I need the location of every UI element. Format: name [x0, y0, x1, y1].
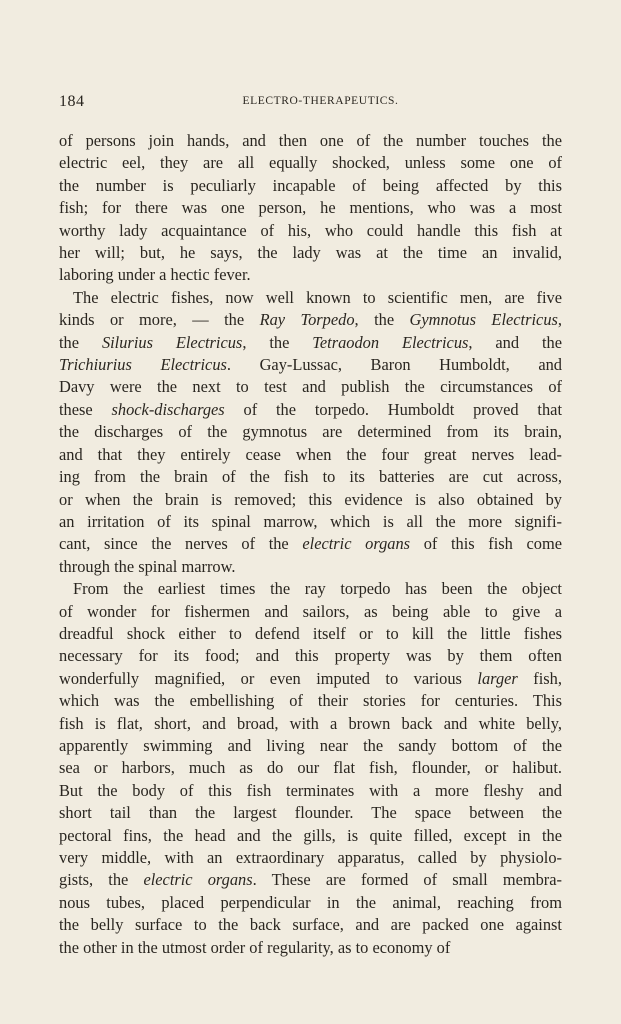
text-line [59, 690, 562, 712]
text-run: of persons join hands, and then one of the number touches the [59, 131, 562, 150]
text-run: the other in the utmost order of regularity, as to economy of [59, 937, 451, 957]
italic-term: electric organs [143, 870, 253, 890]
text-run: necessary for its food; and this property was by them often [59, 646, 562, 666]
text-run: the discharges of the gymnotus are determined from its brain, [59, 422, 562, 442]
italic-term: larger [477, 668, 518, 688]
text-line [59, 825, 562, 847]
text-line [59, 287, 562, 309]
body-text [59, 130, 562, 959]
text-run: which was the embellishing of their stories for centuries. This [59, 691, 562, 711]
page-number: 184 [59, 93, 85, 110]
text-run: the belly surface to the back surface, and are packed one against [59, 915, 562, 935]
text-run: Davy were the next to test and publish the circumstances of [59, 377, 562, 397]
text-run: of the torpedo. Humboldt proved that [224, 399, 562, 419]
text-run: apparently swimming and living near the sandy bottom of the [59, 735, 562, 755]
text-line [59, 578, 562, 600]
italic-term: electric organs [302, 534, 411, 554]
italic-term: shock-discharges [111, 399, 225, 419]
italic-term: Trichiurius Electricus [59, 355, 227, 375]
text-line [59, 376, 562, 398]
text-run: , and the [468, 332, 563, 352]
text-run: the [59, 332, 102, 352]
text-run: ing from the brain of the fish to its batteries are cut across, [59, 467, 562, 487]
text-line [59, 309, 562, 331]
text-line [59, 713, 562, 735]
text-line [59, 757, 562, 779]
text-line [59, 533, 562, 555]
text-line [59, 937, 562, 959]
text-run: gists, the [59, 870, 144, 890]
text-line [59, 421, 562, 443]
text-run: short tail than the largest flounder. The space between the [59, 803, 562, 823]
text-run: worthy lady acquaintance of his, who could handle this fish at [59, 220, 562, 240]
text-line [59, 601, 562, 623]
text-run: and that they entirely cease when the four great nerves lead- [59, 444, 562, 464]
text-line [59, 802, 562, 824]
italic-term: Silurius Electricus [101, 332, 243, 352]
text-run: fish, [517, 668, 562, 688]
text-line [59, 914, 562, 936]
text-run: cant, since the nerves of the [59, 534, 303, 554]
text-line [59, 735, 562, 757]
text-run: . Gay-Lussac, Baron Humboldt, and [226, 355, 562, 375]
text-line [59, 242, 562, 264]
text-line [59, 332, 562, 354]
text-run: , the [242, 332, 313, 352]
text-run: From the earliest times the ray torpedo has been the object [73, 579, 562, 599]
text-run: , the [354, 310, 410, 330]
italic-term: Gymnotus Electricus [409, 310, 558, 330]
text-run: very middle, with an extraordinary apparatus, called by physiolo- [59, 848, 562, 867]
text-line [59, 668, 562, 690]
text-line [59, 264, 562, 286]
text-run: of this fish come [410, 534, 563, 554]
italic-term: Ray Torpedo [259, 310, 355, 330]
text-run: an irritation of its spinal marrow, which is all the more signifi- [59, 511, 562, 531]
text-line [59, 466, 562, 488]
text-line [59, 489, 562, 511]
text-run: sea or harbors, much as do our flat fish, flounder, or halibut. [59, 758, 562, 778]
text-line [59, 645, 562, 667]
text-run: pectoral fins, the head and the gills, is quite filled, except in the [59, 825, 562, 845]
running-head: ELECTRO-THERAPEUTICS. [242, 95, 399, 107]
text-run: fish is flat, short, and broad, with a brown back and white belly, [59, 713, 562, 733]
text-line [59, 780, 562, 802]
text-run: . These are formed of small membra- [252, 870, 562, 890]
text-line [59, 130, 562, 152]
text-run: the number is peculiarly incapable of being affected by this [59, 175, 562, 195]
text-run: her will; but, he says, the lady was at the time an invalid, [59, 243, 562, 263]
text-run: of wonder for fishermen and sailors, as being able to give a [59, 601, 562, 621]
text-run: these [59, 399, 112, 419]
text-line [59, 354, 562, 376]
text-run: dreadful shock either to defend itself or to kill the little fishes [59, 623, 562, 643]
text-run: The electric fishes, now well known to scientific men, are five [73, 287, 562, 307]
text-run: , [557, 310, 562, 330]
text-run: laboring under a hectic fever. [59, 265, 251, 285]
text-line [59, 847, 562, 869]
text-run: fish; for there was one person, he mentions, who was a most [59, 198, 562, 218]
text-line [59, 444, 562, 466]
text-line [59, 623, 562, 645]
text-run: or when the brain is removed; this evidence is also obtained by [59, 489, 562, 509]
text-line [59, 399, 562, 421]
text-line [59, 152, 562, 174]
text-line [59, 175, 562, 197]
text-run: through the spinal marrow. [59, 556, 236, 576]
text-line [59, 892, 562, 914]
text-line [59, 220, 562, 242]
text-run: nous tubes, placed perpendicular in the animal, reaching from [59, 892, 562, 912]
text-run: But the body of this fish terminates with a more fleshy and [59, 780, 562, 800]
text-run: wonderfully magnified, or even imputed to various [59, 668, 478, 688]
text-line [59, 869, 562, 891]
italic-term: Tetraodon Electricus [312, 332, 469, 352]
text-run: electric eel, they are all equally shocked, unless some one of [59, 153, 562, 173]
page-header [59, 93, 562, 113]
text-line [59, 197, 562, 219]
text-run: kinds or more, — the [59, 310, 260, 330]
text-line [59, 556, 562, 578]
text-line [59, 511, 562, 533]
